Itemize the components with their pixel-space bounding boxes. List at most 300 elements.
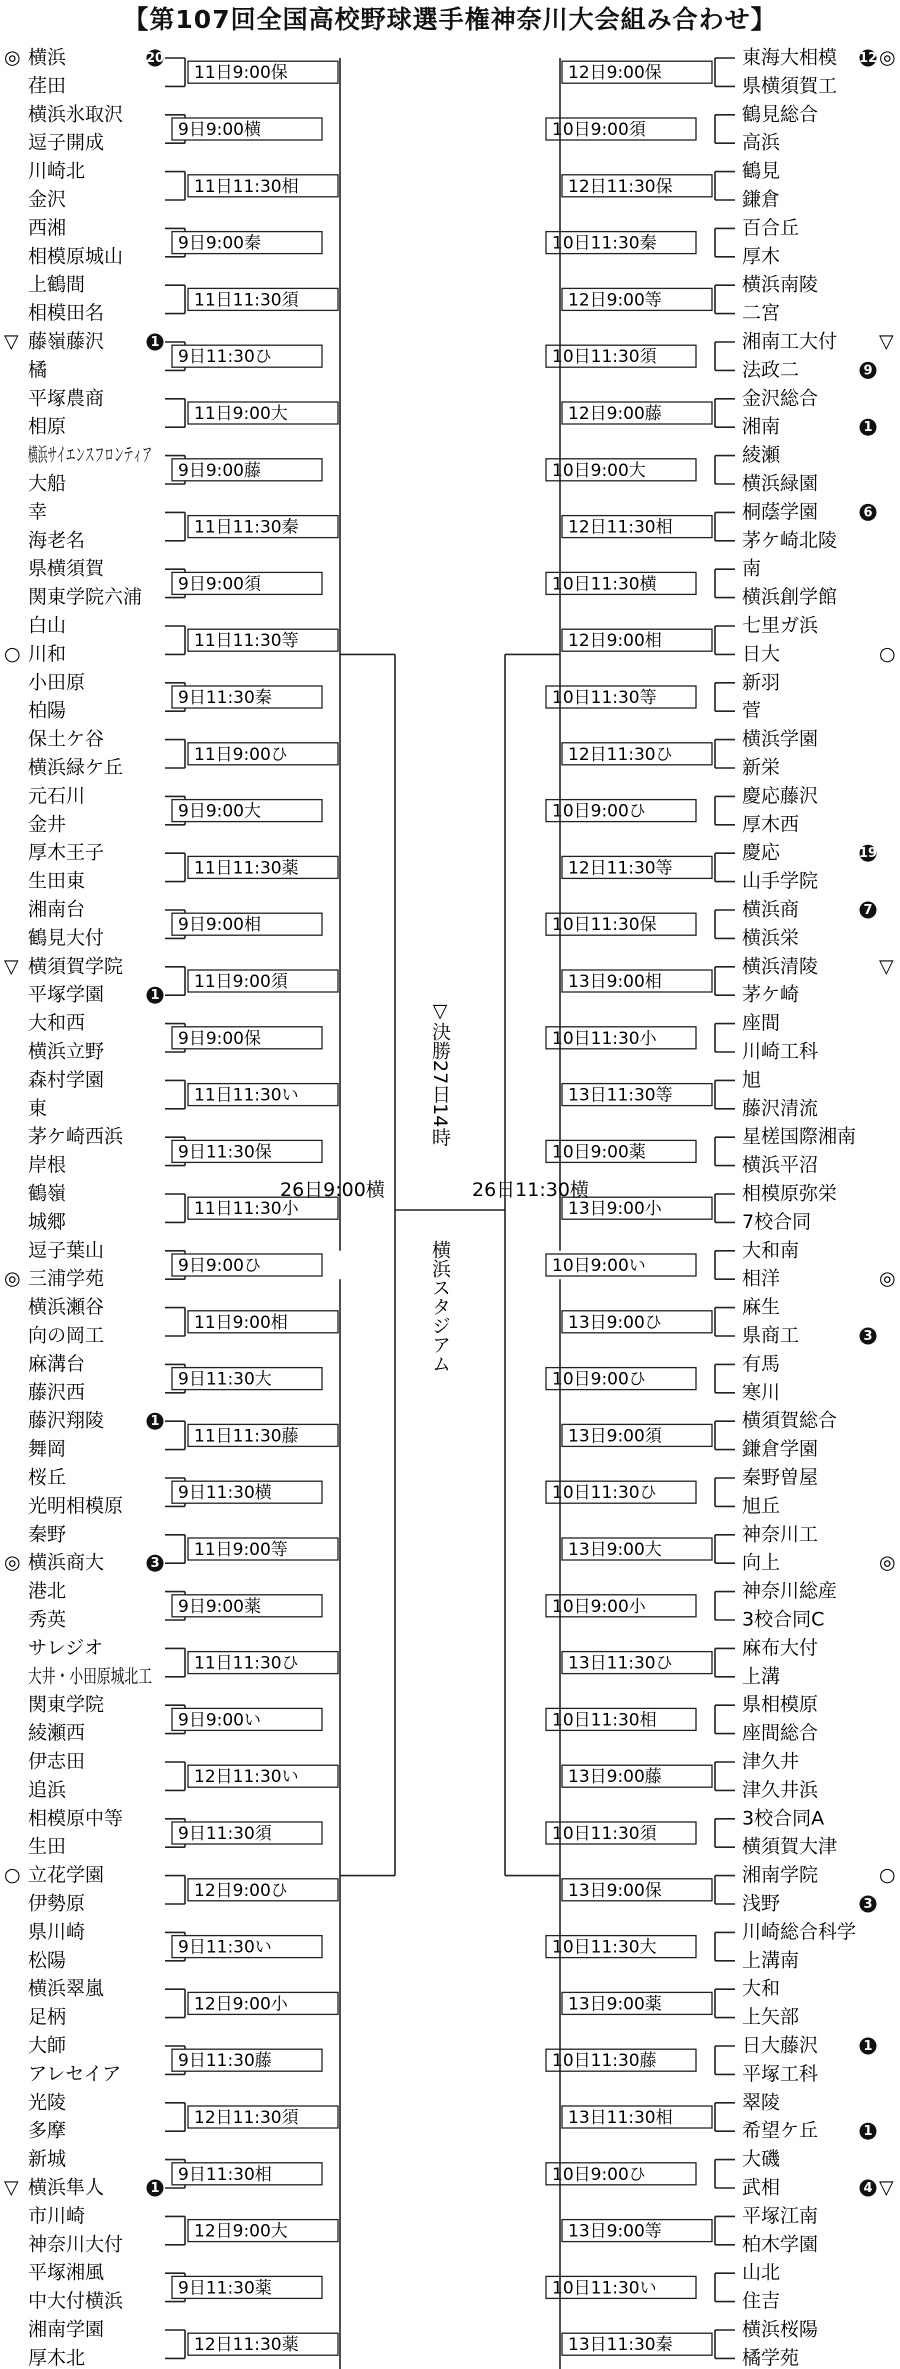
semifinal-right-schedule: 26日11:30横: [472, 1179, 589, 1201]
game-schedule: 9日9:00大: [178, 801, 261, 822]
team-name: 厚木王子: [28, 841, 105, 864]
bracket-title: 【第107回全国高校野球選手権神奈川大会組み合わせ】: [123, 5, 777, 34]
team-name: 山北: [742, 2261, 781, 2284]
team-name: 湘南台: [28, 898, 86, 921]
game-schedule: 9日9:00相: [178, 915, 261, 936]
svg-text:1: 1: [863, 2039, 873, 2054]
seed-mark: ◎: [4, 1267, 21, 1290]
team-name: 立花学園: [28, 1864, 105, 1887]
team-name: 茅ケ崎北陵: [742, 529, 838, 552]
team-name: 荏田: [28, 74, 67, 97]
seed-mark: ◎: [4, 1551, 21, 1574]
game-schedule: 9日9:00薬: [178, 1596, 261, 1617]
team-name: 光陵: [28, 2091, 67, 2114]
team-name: 海老名: [28, 529, 86, 552]
team-name: 住吉: [742, 2290, 781, 2313]
team-name: 横浜創学館: [742, 586, 838, 609]
team-name: 横浜立野: [28, 1040, 105, 1063]
game-schedule: 9日9:00い: [178, 1710, 261, 1731]
team-name: 武相: [742, 2176, 781, 2199]
svg-text:7: 7: [863, 903, 873, 918]
team-name: 3校合同A: [742, 1807, 825, 1830]
team-name: 大和: [742, 1977, 781, 2000]
game-schedule: 10日11:30須: [552, 347, 657, 368]
team-name: 中大付横浜: [28, 2290, 124, 2313]
team-name: 湘南: [742, 415, 781, 438]
team-name: 有馬: [742, 1352, 781, 1375]
game-schedule: 9日9:00秦: [178, 233, 261, 254]
team-name: アレセイア: [28, 2062, 122, 2085]
game-schedule: 10日9:00須: [552, 120, 646, 140]
svg-text:3: 3: [150, 1556, 160, 1572]
team-name: 希望ケ丘: [742, 2119, 819, 2142]
game-schedule: 10日9:00ひ: [552, 801, 646, 822]
team-name: 座間総合: [742, 1722, 819, 1745]
seed-badge: [147, 2180, 164, 2197]
game-schedule: 10日11:30大: [552, 1937, 657, 1958]
team-name: 厚木北: [28, 2346, 86, 2369]
team-name: 城郷: [28, 1210, 67, 1233]
svg-text:3: 3: [863, 1329, 873, 1344]
team-name: 多摩: [28, 2119, 67, 2142]
game-schedule: 10日9:00小: [552, 1596, 646, 1617]
team-name: 川崎北: [28, 160, 86, 183]
seed-mark: ◎: [879, 1267, 896, 1290]
game-schedule: 12日11:30相: [568, 517, 673, 538]
game-schedule: 11日11:30須: [194, 290, 299, 311]
game-schedule: 9日9:00ひ: [178, 1256, 261, 1276]
team-name: 橘学苑: [742, 2346, 800, 2369]
svg-text:20: 20: [145, 51, 165, 66]
game-schedule: 12日9:00小: [194, 1994, 288, 2015]
seed-mark: ▽: [879, 330, 894, 353]
team-name: 関東学院六浦: [28, 586, 143, 609]
seed-mark: ◎: [879, 1551, 896, 1574]
game-schedule: 10日11:30小: [552, 1028, 657, 1049]
team-name: 西湘: [28, 216, 67, 239]
team-name: 座間: [742, 1012, 781, 1035]
team-name: 生田: [28, 1835, 67, 1858]
team-name: 桐蔭学園: [742, 500, 819, 523]
team-name: 川和: [28, 642, 67, 665]
game-schedule: 11日11:30小: [194, 1199, 299, 1220]
team-name: 岸根: [28, 1154, 67, 1177]
team-name: 大師: [28, 2034, 67, 2057]
team-name: 横浜: [28, 46, 67, 69]
game-schedule: 11日11:30藤: [194, 1426, 299, 1447]
team-name: 金沢総合: [742, 387, 819, 410]
game-schedule: 13日9:00薬: [568, 1994, 662, 2015]
game-schedule: 9日11:30保: [178, 1142, 272, 1163]
team-name: 横浜商大: [28, 1551, 105, 1574]
team-name: 津久井浜: [742, 1778, 819, 1801]
team-name: 大井・小田原城北工: [28, 1665, 152, 1688]
game-schedule: 13日9:00大: [568, 1540, 662, 1560]
team-name: 県横須賀工: [742, 74, 838, 97]
team-name: 二宮: [742, 302, 781, 325]
game-schedule: 9日11:30薬: [178, 2278, 272, 2299]
team-name: 森村学園: [28, 1068, 105, 1091]
team-name: 幸: [28, 500, 48, 523]
game-schedule: 10日9:00薬: [552, 1142, 646, 1163]
team-name: 旭: [742, 1068, 762, 1091]
team-name: 鶴見総合: [742, 103, 819, 126]
team-name: 金井: [28, 813, 67, 836]
team-name: 横浜学園: [742, 728, 819, 751]
game-schedule: 11日9:00ひ: [194, 744, 288, 765]
team-name: 茅ケ崎: [742, 983, 800, 1006]
team-name: 湘南学園: [28, 2318, 105, 2341]
seed-mark: ▽: [879, 955, 894, 978]
team-name: 慶応藤沢: [742, 784, 819, 807]
game-schedule: 10日11:30藤: [552, 2051, 657, 2072]
team-name: 上溝南: [742, 1949, 800, 1972]
game-schedule: 9日11:30須: [178, 1824, 272, 1844]
final-venue: 横浜スタジアム: [429, 1240, 451, 1373]
team-name: 湘南工大付: [742, 330, 838, 353]
team-name: 七里ガ浜: [742, 614, 819, 637]
team-name: 橘: [28, 358, 48, 381]
team-name: 7校合同: [742, 1210, 812, 1233]
svg-text:12: 12: [858, 51, 878, 66]
team-name: 新羽: [742, 671, 781, 694]
team-name: 藤沢翔陵: [28, 1409, 105, 1432]
game-schedule: 13日9:00須: [568, 1426, 662, 1447]
game-schedule: 9日11:30相: [178, 2164, 272, 2185]
game-schedule: 9日11:30い: [178, 1937, 272, 1958]
team-name: 藤嶺藤沢: [28, 330, 105, 353]
seed-mark: ○: [4, 642, 21, 665]
team-name: 横浜氷取沢: [28, 103, 124, 126]
seed-mark: ▽: [4, 330, 19, 353]
seed-mark: ◎: [879, 46, 896, 69]
team-name: 金沢: [28, 188, 67, 211]
game-schedule: 11日9:00大: [194, 404, 288, 424]
team-name: 旭丘: [742, 1494, 781, 1517]
game-schedule: 12日9:00大: [194, 2221, 288, 2242]
game-schedule: 13日9:00保: [568, 1880, 662, 1901]
game-schedule: 10日9:00ひ: [552, 2164, 646, 2185]
team-name: 平塚湘風: [28, 2261, 105, 2284]
team-name: 厚木: [742, 245, 781, 268]
final-label: ▽決勝27日14時: [429, 1000, 451, 1147]
team-name: 藤沢西: [28, 1381, 86, 1404]
team-name: 鶴嶺: [28, 1182, 67, 1205]
seed-badge: [860, 2038, 877, 2055]
team-name: 相模原中等: [28, 1807, 124, 1830]
team-name: 鎌倉: [742, 188, 781, 211]
team-name: 柏陽: [28, 699, 67, 722]
team-name: 横浜緑園: [742, 472, 819, 495]
seed-badge: [147, 334, 164, 351]
svg-text:1: 1: [863, 420, 873, 436]
team-name: 逗子葉山: [28, 1239, 105, 1262]
seed-mark: ▽: [4, 955, 19, 978]
game-schedule: 13日11:30相: [568, 2108, 673, 2128]
team-name: 三浦学苑: [28, 1267, 105, 1290]
team-name: 柏木学園: [742, 2233, 819, 2256]
game-schedule: 12日9:00保: [568, 63, 662, 84]
seed-badge: [147, 987, 164, 1004]
seed-badge: [147, 1413, 164, 1430]
team-name: 高浜: [742, 131, 781, 154]
team-name: 大船: [28, 472, 67, 495]
team-name: 新城: [28, 2148, 67, 2171]
svg-text:3: 3: [863, 1897, 873, 1912]
team-name: 東海大相模: [742, 46, 838, 69]
team-name: 南: [742, 557, 762, 580]
team-name: 元石川: [28, 784, 86, 807]
game-schedule: 10日9:00い: [552, 1256, 646, 1276]
team-name: 横浜南陵: [742, 273, 819, 296]
team-name: 逗子開成: [28, 131, 105, 154]
team-name: 麻溝台: [28, 1352, 86, 1375]
seed-mark: ○: [879, 642, 896, 665]
team-name: 県商工: [742, 1324, 800, 1347]
seed-badge: [860, 2180, 877, 2197]
team-name: 桜丘: [28, 1466, 67, 1489]
team-name: 白山: [28, 614, 67, 637]
seed-mark: ▽: [4, 2176, 19, 2199]
team-name: 川崎工科: [742, 1040, 819, 1063]
seed-mark: ○: [4, 1864, 21, 1887]
game-schedule: 9日11:30大: [178, 1369, 272, 1390]
team-name: 相原: [28, 415, 67, 438]
game-schedule: 11日11:30ひ: [194, 1653, 299, 1674]
team-name: 藤沢清流: [742, 1097, 819, 1120]
team-name: 横須賀総合: [742, 1409, 838, 1432]
team-name: 横浜清陵: [742, 955, 819, 978]
team-name: 大磯: [742, 2148, 781, 2171]
team-name: 法政二: [742, 358, 800, 381]
seed-badge: [147, 1555, 164, 1572]
team-name: 上溝: [742, 1665, 781, 1688]
left-bracket: [4, 47, 395, 2369]
seed-mark: ◎: [4, 46, 21, 69]
team-name: 舞岡: [28, 1438, 67, 1461]
team-name: 慶応: [742, 841, 781, 864]
game-schedule: 12日11:30ひ: [568, 744, 673, 765]
game-schedule: 11日11:30い: [194, 1085, 299, 1106]
game-schedule: 12日11:30等: [568, 858, 673, 879]
team-name: 県川崎: [28, 1920, 86, 1943]
team-name: 平塚学園: [28, 983, 105, 1006]
team-name: 相洋: [742, 1267, 781, 1290]
seed-badge: [860, 362, 877, 379]
seed-badge: [860, 504, 877, 521]
team-name: 横浜商: [742, 898, 800, 921]
game-schedule: 12日9:00相: [568, 631, 662, 652]
game-schedule: 9日11:30横: [178, 1483, 272, 1504]
semifinal-left-schedule: 26日9:00横: [280, 1179, 385, 1201]
team-name: 県相模原: [742, 1693, 819, 1716]
team-name: 秦野: [28, 1523, 67, 1546]
team-name: 横浜桜陽: [742, 2318, 819, 2341]
game-schedule: 12日9:00等: [568, 290, 662, 311]
team-name: 茅ケ崎西浜: [28, 1125, 124, 1148]
game-schedule: 11日11:30秦: [194, 517, 299, 538]
team-name: 生田東: [28, 870, 86, 893]
seed-badge: [860, 902, 877, 919]
team-name: 東: [28, 1097, 48, 1120]
svg-text:4: 4: [863, 2181, 873, 2196]
game-schedule: 10日11:30い: [552, 2278, 657, 2299]
team-name: 県横須賀: [28, 557, 105, 580]
team-name: 上鶴間: [28, 273, 86, 296]
team-name: 鎌倉学園: [742, 1438, 819, 1461]
seed-badge: [860, 1896, 877, 1913]
seed-mark: ▽: [879, 2176, 894, 2199]
game-schedule: 10日11:30ひ: [552, 1483, 657, 1504]
team-name: 秦野曽屋: [742, 1466, 819, 1489]
team-name: サレジオ: [28, 1636, 104, 1659]
game-schedule: 11日11:30等: [194, 631, 299, 652]
team-name: 麻布大付: [742, 1636, 819, 1659]
team-name: 神奈川総産: [742, 1580, 838, 1603]
team-name: 横浜サイエンスフロンティア: [28, 444, 152, 467]
team-name: 大和南: [742, 1239, 800, 1262]
svg-text:1: 1: [150, 2181, 160, 2196]
game-schedule: 10日9:00大: [552, 460, 646, 481]
game-schedule: 12日11:30薬: [194, 2335, 299, 2356]
team-name: 厚木西: [742, 813, 800, 836]
team-name: 横浜平沼: [742, 1154, 819, 1177]
game-schedule: 9日11:30秦: [178, 688, 272, 708]
game-schedule: 10日11:30横: [552, 574, 657, 595]
team-name: 綾瀬西: [28, 1722, 86, 1745]
team-name: 追浜: [28, 1778, 67, 1801]
game-schedule: 11日11:30薬: [194, 858, 299, 879]
svg-text:19: 19: [858, 846, 878, 862]
team-name: 神奈川大付: [28, 2233, 124, 2256]
svg-text:1: 1: [150, 1414, 160, 1430]
seed-badge: [860, 2123, 877, 2140]
team-name: 横浜翠嵐: [28, 1977, 105, 2000]
team-name: 津久井: [742, 1750, 800, 1773]
game-schedule: 13日9:00相: [568, 972, 662, 992]
team-name: 日大: [742, 642, 781, 665]
game-schedule: 11日9:00相: [194, 1312, 288, 1333]
team-name: 山手学院: [742, 870, 819, 893]
seed-badge: [859, 845, 877, 862]
team-name: 横須賀大津: [742, 1835, 838, 1858]
team-name: 麻生: [742, 1296, 781, 1319]
team-name: 浅野: [742, 1892, 781, 1915]
game-schedule: 11日9:00保: [194, 63, 288, 84]
game-schedule: 12日9:00ひ: [194, 1880, 288, 1901]
game-schedule: 11日9:00等: [194, 1540, 288, 1560]
game-schedule: 10日11:30秦: [552, 233, 657, 254]
team-name: 横浜隼人: [28, 2176, 105, 2199]
right-bracket: [505, 47, 896, 2369]
game-schedule: 9日9:00横: [178, 120, 261, 140]
game-schedule: 9日9:00保: [178, 1028, 261, 1049]
team-name: 星槎国際湘南: [742, 1125, 857, 1148]
team-name: 小田原: [28, 671, 86, 694]
team-name: 平塚江南: [742, 2204, 819, 2227]
team-name: 横浜瀬谷: [28, 1296, 105, 1319]
team-name: 横須賀学院: [28, 955, 124, 978]
team-name: 保土ケ谷: [28, 728, 105, 751]
game-schedule: 9日11:30藤: [178, 2051, 272, 2072]
game-schedule: 11日9:00須: [194, 972, 288, 992]
game-schedule: 10日9:00ひ: [552, 1369, 646, 1390]
game-schedule: 9日9:00藤: [178, 460, 261, 481]
team-name: 伊勢原: [28, 1892, 86, 1915]
team-name: 向上: [742, 1551, 781, 1574]
svg-text:1: 1: [150, 335, 160, 350]
team-name: 菅: [742, 699, 762, 722]
game-schedule: 13日9:00藤: [568, 1767, 662, 1788]
team-name: 大和西: [28, 1012, 86, 1035]
game-schedule: 9日9:00須: [178, 574, 261, 595]
seed-badge: [859, 50, 877, 67]
game-schedule: 12日11:30須: [194, 2108, 299, 2128]
game-schedule: 12日9:00藤: [568, 404, 662, 424]
seed-badge: [860, 1328, 877, 1345]
svg-text:9: 9: [863, 363, 873, 379]
game-schedule: 11日11:30相: [194, 176, 299, 197]
team-name: 上矢部: [742, 2006, 800, 2029]
game-schedule: 12日11:30保: [568, 176, 673, 197]
team-name: 新栄: [742, 756, 781, 779]
seed-badge: [146, 50, 164, 67]
seed-mark: ○: [879, 1864, 896, 1887]
team-name: 秀英: [28, 1608, 67, 1631]
svg-text:1: 1: [863, 2124, 873, 2140]
team-name: 市川崎: [28, 2204, 86, 2227]
game-schedule: 10日11:30等: [552, 688, 657, 708]
team-name: 伊志田: [28, 1750, 86, 1773]
team-name: 翠陵: [742, 2091, 781, 2114]
team-name: 鶴見: [742, 160, 781, 183]
team-name: 寒川: [742, 1381, 781, 1404]
svg-text:6: 6: [863, 505, 873, 521]
team-name: 関東学院: [28, 1693, 105, 1716]
team-name: 松陽: [28, 1949, 67, 1972]
team-name: 足柄: [28, 2006, 67, 2029]
team-name: 百合丘: [742, 216, 800, 239]
team-name: 相模原城山: [28, 245, 124, 268]
game-schedule: 10日11:30保: [552, 915, 657, 936]
game-schedule: 13日9:00ひ: [568, 1312, 662, 1333]
team-name: 横浜栄: [742, 926, 800, 949]
team-name: 神奈川工: [742, 1523, 819, 1546]
team-name: 平塚農商: [28, 387, 105, 410]
game-schedule: 9日11:30ひ: [178, 347, 272, 368]
team-name: 相模原弥栄: [742, 1182, 838, 1205]
svg-text:1: 1: [150, 988, 160, 1004]
team-name: 横浜緑ケ丘: [28, 756, 124, 779]
seed-badge: [860, 419, 877, 436]
game-schedule: 13日9:00等: [568, 2221, 662, 2242]
team-name: 相模田名: [28, 302, 105, 325]
game-schedule: 10日11:30相: [552, 1710, 657, 1731]
game-schedule: 13日11:30秦: [568, 2335, 673, 2356]
team-name: 鶴見大付: [28, 926, 105, 949]
team-name: 綾瀬: [742, 444, 781, 467]
team-name: 平塚工科: [742, 2062, 819, 2085]
team-name: 湘南学院: [742, 1864, 819, 1887]
team-name: 港北: [28, 1580, 67, 1603]
game-schedule: 12日11:30い: [194, 1767, 299, 1788]
team-name: 川崎総合科学: [742, 1920, 857, 1943]
game-schedule: 10日11:30須: [552, 1824, 657, 1844]
team-name: 光明相模原: [28, 1494, 124, 1517]
game-schedule: 13日11:30等: [568, 1085, 673, 1106]
game-schedule: 13日11:30ひ: [568, 1653, 673, 1674]
game-schedule: 13日9:00小: [568, 1199, 662, 1220]
